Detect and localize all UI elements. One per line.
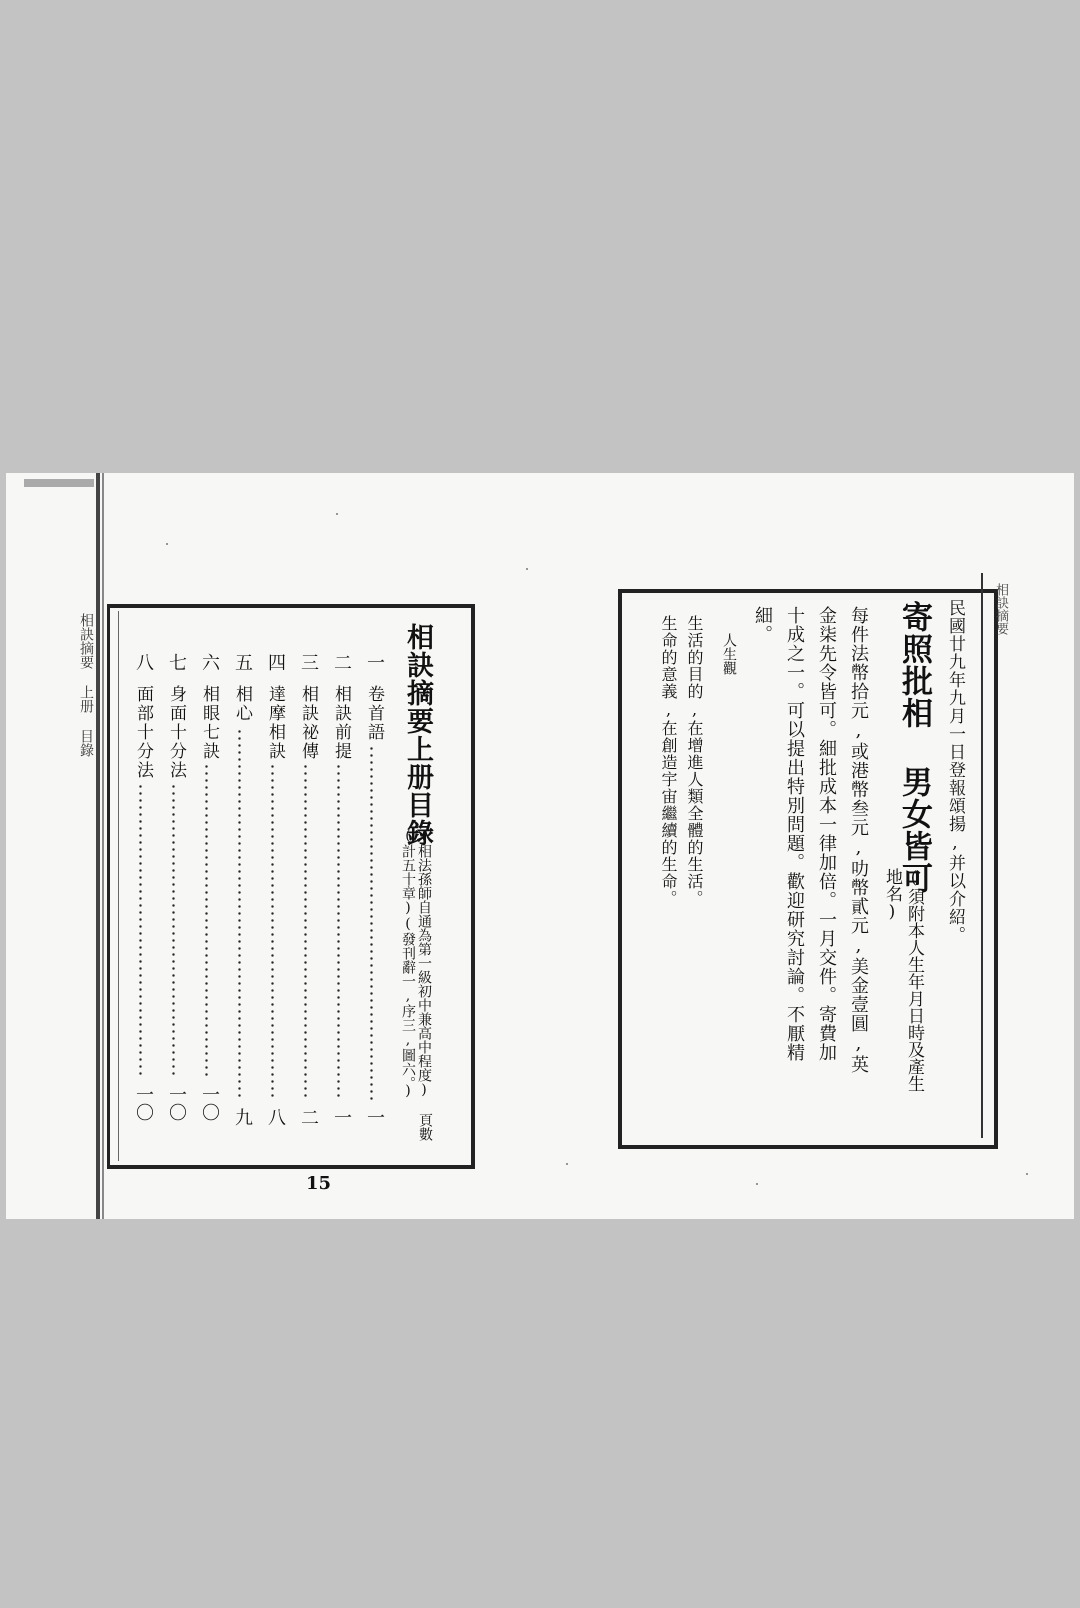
toc-title: 相訣摘要上册目錄 — [402, 623, 433, 847]
toc-entry-label: 相眼七訣 — [199, 685, 219, 761]
date-line: 民國廿九年九月一日登報頌揚,并以介紹。 — [945, 599, 965, 944]
notice-heading-note-1: (須附本人生年月日時及產生 — [904, 868, 924, 1092]
toc-leader-dots — [271, 763, 274, 1100]
scan-speck — [166, 543, 168, 545]
column-rule — [981, 573, 983, 1138]
spine-shadow — [24, 479, 94, 487]
toc-entry-number: 二 — [331, 653, 352, 671]
toc-entry-page: 一〇 — [199, 1085, 220, 1121]
scan-speck — [526, 568, 528, 570]
toc-entry-number: 八 — [133, 653, 154, 671]
toc-entry-page: 一 — [364, 1108, 385, 1126]
toc-entry-page: 九 — [232, 1108, 253, 1126]
toc-entry-label: 相心 — [232, 685, 252, 723]
toc-entry-number: 六 — [199, 653, 220, 671]
left-running-head: 相訣摘要 上册 目錄 — [78, 613, 94, 757]
spine-line — [96, 473, 100, 1219]
toc-leader-dots — [172, 783, 175, 1078]
toc-entry-page: 一 — [331, 1108, 352, 1126]
toc-entry-label: 卷首語 — [364, 685, 384, 742]
page-count-header: 頁數 — [417, 1113, 433, 1141]
page-number: 15 — [306, 1173, 332, 1194]
toc-entry-number: 四 — [265, 653, 286, 671]
toc-entry-page: 一〇 — [166, 1085, 187, 1121]
notice-body-line: 金柒先令皆可。細批成本一律加倍。一月交件。寄費加 — [816, 606, 837, 1062]
toc-entry-page: 一〇 — [133, 1085, 154, 1121]
notice-body-line: 每件法幣拾元,或港幣叁元,叻幣貳元,美金壹圓,英 — [848, 606, 869, 1074]
notice-heading: 寄照批相 男女皆可 — [896, 601, 932, 894]
right-running-head: 相訣摘要 — [993, 583, 1008, 635]
toc-entry-label: 達摩相訣 — [265, 685, 285, 761]
toc-entry-number: 一 — [364, 653, 385, 671]
spine-line-thin — [102, 473, 104, 1219]
toc-leader-dots — [304, 763, 307, 1100]
scan-speck — [336, 513, 338, 515]
scan-speck — [566, 1163, 568, 1165]
toc-subtitle-1: (相法孫師自通為第一級初中兼高中程度) — [416, 828, 432, 1098]
toc-entry-page: 八 — [265, 1108, 286, 1126]
toc-entry-label: 身面十分法 — [166, 685, 186, 780]
notice-body-line: 十成之一。可以提出特別問題。歡迎研究討論。不厭精 — [784, 606, 805, 1062]
toc-entry-page: 二 — [298, 1108, 319, 1126]
scanned-book-spread — [6, 473, 1074, 1219]
toc-leader-dots — [337, 763, 340, 1100]
toc-entry-number: 五 — [232, 653, 253, 671]
toc-entry-label: 相訣前提 — [331, 685, 351, 761]
toc-entry-label: 相訣祕傳 — [298, 685, 318, 761]
toc-leader-dots — [238, 728, 241, 1100]
motto-line-2: 生命的意義,在創造宇宙繼續的生命。 — [659, 615, 678, 907]
toc-leader-dots — [139, 783, 142, 1078]
notice-body-line: 細。 — [752, 606, 773, 644]
scan-speck — [1026, 1173, 1028, 1175]
toc-entry-label: 面部十分法 — [133, 685, 153, 780]
toc-entry-number: 三 — [298, 653, 319, 671]
toc-entry-number: 七 — [166, 653, 187, 671]
toc-leader-dots — [370, 745, 373, 1100]
toc-leader-dots — [205, 763, 208, 1078]
motto-line-1: 生活的目的,在增進人類全體的生活。 — [685, 615, 704, 907]
toc-subtitle-2: (計五十章)(發刊辭一,序三,圖六。) — [400, 828, 416, 1099]
scan-speck — [756, 1183, 758, 1185]
notice-heading-note-2: 地名) — [882, 868, 902, 922]
section-subheading: 人生觀 — [721, 633, 737, 675]
